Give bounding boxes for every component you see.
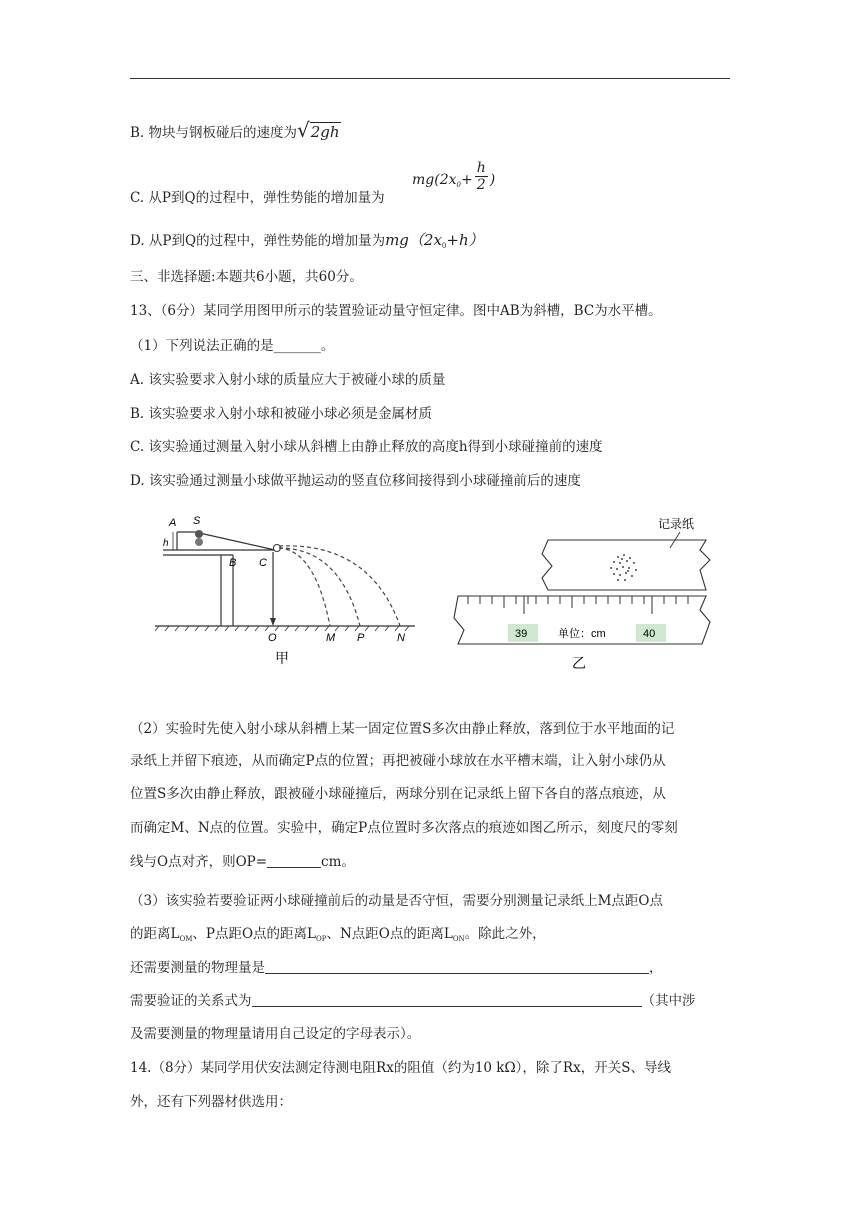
option-b-text: B. 物块与钢板碰后的速度为	[130, 125, 298, 141]
q13-part3-line3: 还需要测量的物理量是 ，	[130, 960, 663, 976]
option-d: D. 从P到Q的过程中，弹性势能的增加量为$mg(2x_0+h)$	[130, 231, 484, 250]
q13-part3-line4: 需要验证的关系式为 （其中涉	[130, 993, 696, 1009]
label-p: P	[357, 632, 365, 644]
figure-yi	[448, 510, 718, 675]
quantities-answer-blank[interactable]	[265, 959, 649, 974]
sqrt-radicand: 2gh	[310, 123, 340, 141]
header-rule	[130, 78, 730, 79]
q13-option-b: B. 该实验要求入射小球和被碰小球必须是金属材质	[130, 406, 433, 422]
q13-option-c: C. 该实验通过测量入射小球从斜槽上由静止释放的高度h得到小球碰撞前的速度	[130, 439, 603, 455]
figure-jia	[155, 510, 425, 675]
label-a: A	[169, 517, 177, 529]
q13-part2-line4: 而确定M、N点的位置。实验中，确定P点位置时多次落点的痕迹如图乙所示，刻度尺的零刻	[130, 820, 678, 836]
caption-jia: 甲	[275, 650, 289, 666]
q14-line1: 14.（8分）某同学用伏安法测定待测电阻Rx的阻值（约为10 kΩ），除了Rx，开关S、导线	[130, 1060, 671, 1076]
q13-part2-line2: 录纸上并留下痕迹，从而确定P点的位置；再把被碰小球放在水平槽末端，让入射小球仍从	[130, 753, 666, 769]
tick-40: 40	[643, 628, 656, 640]
q13-part3-line2: 的距离$L_{OM}$、P点距O点的距离$L_{OP}$、N点距O点的距离$L_{ON}$。除此之外，	[130, 926, 546, 943]
label-o: O	[268, 632, 277, 644]
caption-yi: 乙	[572, 655, 586, 671]
q13-stem: 13、（6分）某同学用图甲所示的装置验证动量守恒定律。图中AB为斜槽，BC为水平槽。	[130, 303, 662, 319]
option-c-text: C. 从P到Q的过程中，弹性势能的增加量为	[130, 190, 385, 206]
relation-answer-blank[interactable]	[252, 992, 642, 1007]
section-three-heading: 三、非选择题:本题共6小题，共60分。	[130, 269, 363, 285]
q13-part3-line5: 及需要测量的物理量请用自己设定的字母表示）。	[130, 1026, 421, 1042]
q14-line2: 外，还有下列器材供选用：	[130, 1094, 292, 1110]
q13-part3-line1: （3）该实验若要验证两小球碰撞前后的动量是否守恒，需要分别测量记录纸上M点距O点	[130, 893, 663, 909]
option-b	[130, 120, 341, 143]
q13-part2-line3: 位置S多次由静止释放，跟被碰小球碰撞后，两球分别在记录纸上留下各自的落点痕迹，从	[130, 786, 666, 802]
q13-part2-line5: 线与O点对齐，则OP= cm。	[130, 854, 355, 870]
option-c-formula: $mg(2x_0+$ $\frac{h}{2}$ )	[412, 160, 496, 193]
op-answer-blank[interactable]	[267, 853, 321, 868]
label-m: M	[326, 632, 336, 644]
q13-part2-line1: （2）实验时先使入射小球从斜槽上某一固定位置S多次由静止释放，落到位于水平地面的记	[130, 721, 675, 737]
tick-39: 39	[515, 628, 528, 640]
label-h: h	[163, 538, 169, 549]
option-d-text: D. 从P到Q的过程中，弹性势能的增加量为	[130, 233, 386, 249]
label-c: C	[259, 557, 267, 569]
sqrt-expression: √2gh	[297, 118, 340, 142]
q13-option-a: A. 该实验要求入射小球的质量应大于被碰小球的质量	[130, 372, 446, 388]
paper-label: 记录纸	[658, 517, 695, 531]
q13-option-d: D. 该实验通过测量小球做平抛运动的竖直位移间接得到小球碰撞前后的速度	[130, 473, 581, 489]
label-b: B	[229, 557, 237, 569]
q13-part1: （1）下列说法正确的是_______。	[130, 338, 335, 354]
unit-label: 单位：cm	[558, 628, 606, 640]
option-c	[130, 188, 385, 208]
label-n: N	[397, 632, 405, 644]
label-s: S	[193, 515, 201, 527]
fraction: $\frac{h}{2}$	[476, 160, 486, 193]
